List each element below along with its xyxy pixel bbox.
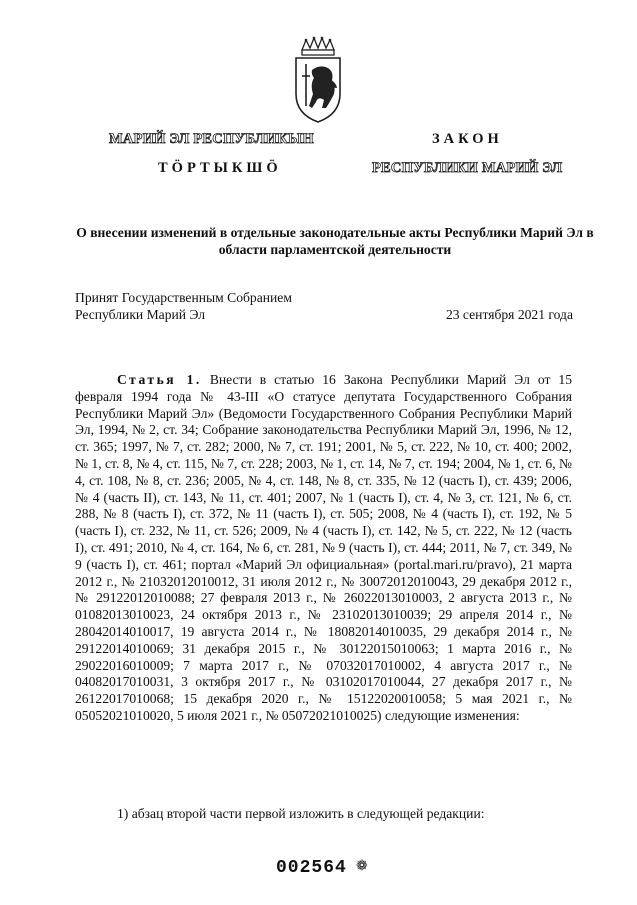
adopted-block <box>75 289 292 323</box>
adopted-line1: Принят Государственным Собранием <box>75 290 292 305</box>
article-label: Статья 1. <box>117 372 202 387</box>
serial-number: 002564 <box>276 858 347 878</box>
header-right-line2: РЕСПУБЛИКИ МАРИЙ ЭЛ <box>372 160 563 176</box>
header-left-line2: ТÖРТЫКШÖ <box>158 160 282 176</box>
adopted-date: 23 сентября 2021 года <box>445 307 573 322</box>
item-1: 1) абзац второй части первой изложить в следующей редакции: <box>117 806 485 821</box>
header-left-line1: МАРИЙ ЭЛ РЕСПУБЛИКЫН <box>109 131 314 147</box>
ornament-icon: ❁ <box>356 859 368 874</box>
header-right-line1: ЗАКОН <box>432 131 503 147</box>
document-title: О внесении изменений в отдельные законодательные акты Республики Марий Эл в области парламентской деятельности <box>76 225 594 257</box>
adopted-line2: Республики Марий Эл <box>75 307 206 322</box>
article-1 <box>75 372 572 725</box>
article-text: Внести в статью 16 Закона Республики Марий Эл от 15 февраля 1994 года № 43-III «О статусе депутата Государственного Собрания Республики Марий Эл» (Ведомости Государственного Собрания Республики Марий Эл, 1994, № 2, ст. 34; Собрание законодательства Республики Марий Эл, 1996, № 12, ст. 365; 1997, № 7, ст. 282; 2000, № 7, ст. 191; 2001, № 5, ст. 222, № 10, ст. 400; 2002, № 1, ст. 8, № 4, ст. 115, № 7, ст. 228; 2003, № 1, ст. 14, № 7, ст. 194; 2004, № 1, ст. 6, № 4, ст. 108, № 8, ст. 236; 2005, № 4, ст. 148, № 8, ст. 335, № 12 (часть I), ст. 439; 2006, № 4 (часть II), ст. 143, № 11, ст. 401; 2007, № 1 (часть I), ст. 4, № 3, ст. 121, № 6, ст. 288, № 8 (часть I), ст. 372, № 11 (часть I), ст. 505; 2008, № 4 (часть I), ст. 192, № 5 (часть I), ст. 232, № 11, ст. 526; 2009, № 4 (часть I), ст. 142, № 5, ст. 222, № 12 (часть I), ст. 491; 2010, № 4, ст. 164, № 6, ст. 281, № 9 (часть I), ст. 444; 2011, № 7, ст. 349, № 9 (часть I), ст. 461; портал «Марий Эл официальная» (portal.mari.ru/pravo), 21 марта 2012 г., № 21032012010012, 31 июля 2012 г., № 30072012010043, 29 декабря 2012 г., № 29122012010088; 27 февраля 2013 г., № 26022013010003, 2 августа 2013 г., № 01082013010023, 24 октября 2013 г., № 23102013010039; 29 апреля 2014 г., № 28042014010017, 19 августа 2014 г., № 18082014010035, 29 декабря 2014 г., № 29122014010069; 31 декабря 2015 г., № 30122015010063; 1 марта 2016 г., № 29022016010009; 7 марта 2017 г., № 07032017010002, 4 августа 2017 г., № 04082017010031, 3 октября 2017 г., № 03102017010044, 27 декабря 2017 г., № 26122017010068; 15 декабря 2020 г., № 15122020010058; 5 мая 2021 г., № 05052021010020, 5 июля 2021 г., № 05072021010025) следующие изменения: <box>75 372 572 723</box>
coat-of-arms-icon <box>290 36 346 124</box>
